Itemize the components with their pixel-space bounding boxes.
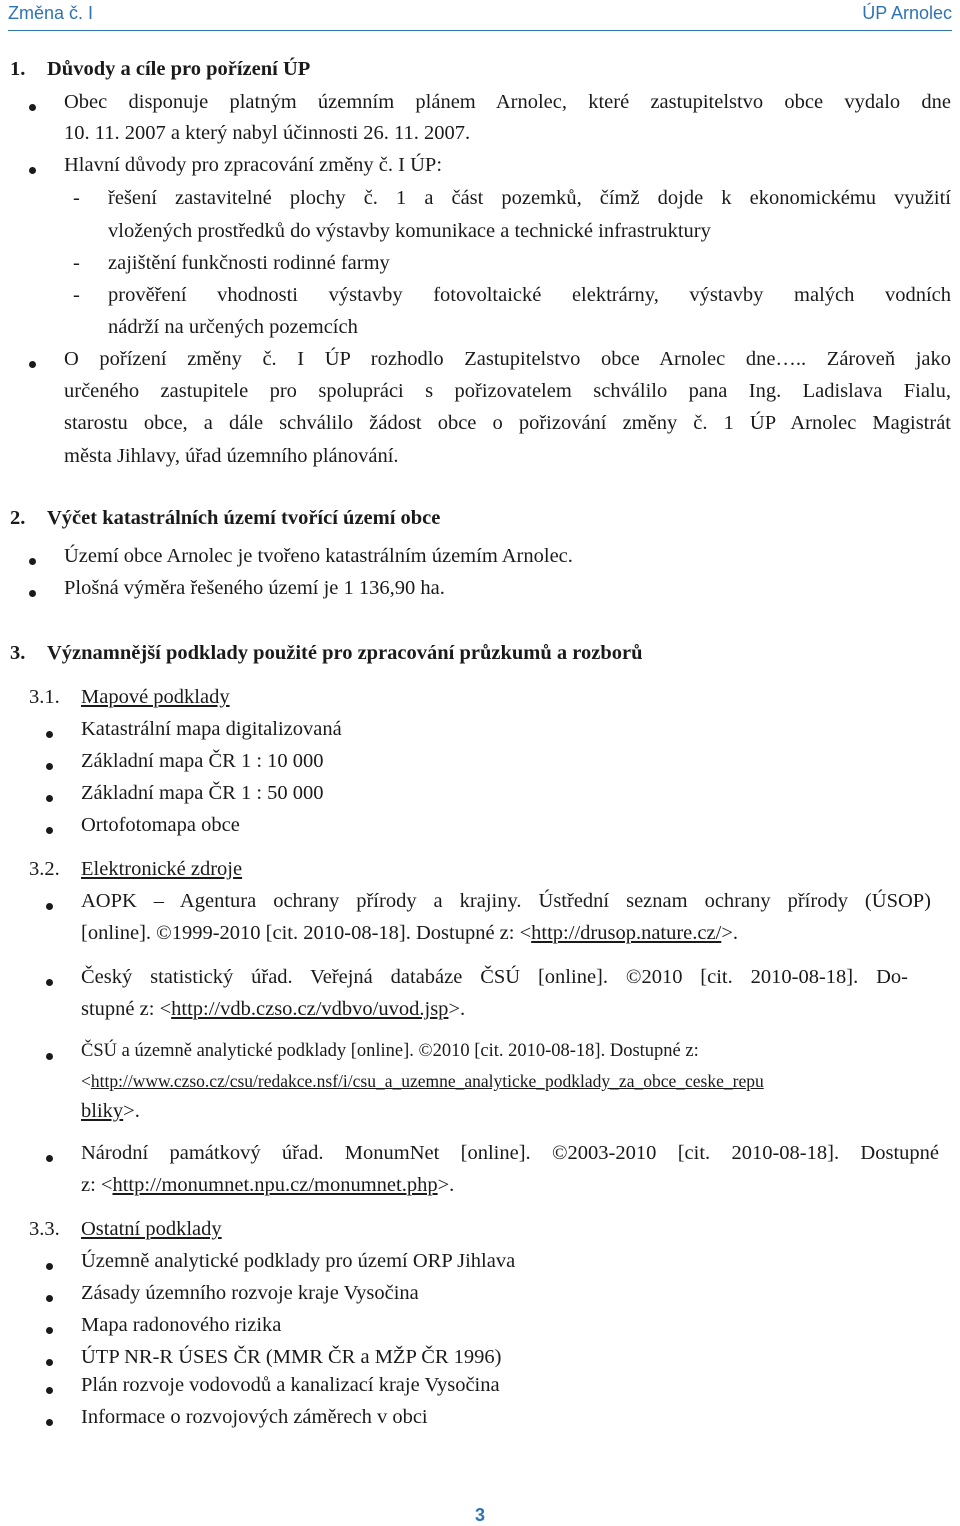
page-header (8, 0, 952, 31)
s32-r2-end: >. (448, 998, 466, 1020)
header-left: Změna č. I (8, 3, 94, 23)
bullet-icon (29, 558, 36, 565)
bullet-icon (46, 1295, 53, 1302)
sub-3-3-title: Ostatní podklady (81, 1218, 222, 1240)
s33-item-6: Informace o rozvojových záměrech v obci (81, 1406, 428, 1428)
bullet-icon (46, 763, 53, 770)
bullet-icon (46, 979, 53, 986)
s32-r3-text: < (81, 1071, 91, 1091)
bullet-icon (29, 104, 36, 111)
s32-r1-text: [online]. ©1999-2010 [cit. 2010-08-18]. Dostupné z: < (81, 922, 532, 944)
s33-item-4: ÚTP NR-R ÚSES ČR (MMR ČR a MŽP ČR 1996) (81, 1346, 502, 1368)
s32-r4-end: >. (437, 1174, 455, 1196)
s2-item-2: Plošná výměra řešeného území je 1 136,90 ha. (64, 577, 445, 599)
bullet-icon (46, 827, 53, 834)
sub-3-1-title: Mapové podklady (81, 686, 230, 708)
section-1-title: Důvody a cíle pro pořízení ÚP (47, 58, 311, 80)
s31-item-1: Katastrální mapa digitalizovaná (81, 718, 342, 740)
s31-item-4: Ortofotomapa obce (81, 814, 240, 836)
section-2-title: Výčet katastrálních území tvořící území obce (47, 507, 441, 529)
s1-dash1-line2: vložených prostředků do výstavby komunikace a technické infrastruktury (108, 220, 711, 242)
s32-r3-line3 (81, 1100, 140, 1123)
s32-r3-line2 (81, 1071, 764, 1092)
s32-r2-text: stupné z: < (81, 998, 172, 1020)
sub-3-3-number: 3.3. (29, 1218, 60, 1240)
bullet-icon (46, 1053, 53, 1060)
s31-item-3: Základní mapa ČR 1 : 50 000 (81, 782, 324, 804)
s32-r1-line1: AOPK – Agentura ochrany přírody a krajiny. Ústřední seznam ochrany přírody (ÚSOP) (81, 890, 931, 912)
s31-item-2: Základní mapa ČR 1 : 10 000 (81, 750, 324, 772)
bullet-icon (46, 1263, 53, 1270)
monumnet-link[interactable]: http://monumnet.npu.cz/monumnet.php (112, 1174, 438, 1196)
s32-r3-end: >. (123, 1100, 140, 1122)
s1-b3-line4: města Jihlavy, úřad územního plánování. (64, 445, 399, 467)
s1-b2: Hlavní důvody pro zpracování změny č. I ÚP: (64, 154, 443, 176)
sub-3-1-number: 3.1. (29, 686, 60, 708)
s32-r3-line1: ČSÚ a územně analytické podklady [online]. ©2010 [cit. 2010-08-18]. Dostupné z: (81, 1041, 699, 1061)
bullet-icon (46, 731, 53, 738)
s33-item-1: Územně analytické podklady pro území ORP Jihlava (81, 1250, 516, 1272)
s32-r2-line1: Český statistický úřad. Veřejná databáze ČSÚ [online]. ©2010 [cit. 2010-08-18]. Do- (81, 966, 908, 988)
s32-r2-line2 (81, 998, 465, 1021)
dash-icon: - (73, 284, 80, 306)
s1-dash3-line1: prověření vhodnosti výstavby fotovoltaické elektrárny, výstavby malých vodních (108, 284, 951, 306)
s1-dash2: zajištění funkčnosti rodinné farmy (108, 252, 390, 274)
s33-item-2: Zásady územního rozvoje kraje Vysočina (81, 1282, 419, 1304)
s33-item-5: Plán rozvoje vodovodů a kanalizací kraje Vysočina (81, 1374, 500, 1396)
s1-dash1-line1: řešení zastavitelné plochy č. 1 a část pozemků, čímž dojde k ekonomickému využití (108, 187, 951, 209)
section-3-number: 3. (10, 642, 26, 664)
section-2-number: 2. (10, 507, 26, 529)
bullet-icon (46, 1155, 53, 1162)
s33-item-3: Mapa radonového rizika (81, 1314, 282, 1336)
s2-item-1: Území obce Arnolec je tvořeno katastrálním územím Arnolec. (64, 545, 573, 567)
bullet-icon (46, 795, 53, 802)
s1-b1-line1: Obec disponuje platným územním plánem Arnolec, které zastupitelstvo obce vydalo dne (64, 91, 951, 113)
czso-redakce-link[interactable]: http://www.czso.cz/csu/redakce.nsf/i/csu_a_uzemne_analyticke_podklady_za_obce_ceske_repu (90, 1071, 764, 1091)
bullet-icon (29, 167, 36, 174)
bullet-icon (46, 1359, 53, 1366)
s1-dash3-line2: nádrží na určených pozemcích (108, 316, 358, 338)
s32-r4-line1: Národní památkový úřad. MonumNet [online]. ©2003-2010 [cit. 2010-08-18]. Dostupné (81, 1142, 939, 1164)
section-1-number: 1. (10, 58, 26, 80)
bullet-icon (46, 1387, 53, 1394)
czso-redakce-link-end[interactable]: bliky (81, 1100, 124, 1122)
drusop-link[interactable]: http://drusop.nature.cz/ (531, 922, 722, 944)
s1-b3-line3: starostu obce, a dále schválilo žádost obce o pořizování změny č. 1 ÚP Arnolec Magistrát (64, 412, 951, 434)
s32-r4-line2 (81, 1174, 454, 1197)
bullet-icon (46, 1419, 53, 1426)
s32-r1-line2 (81, 922, 738, 945)
section-3-title: Významnější podklady použité pro zpracování průzkumů a rozborů (47, 642, 643, 664)
bullet-icon (29, 590, 36, 597)
dash-icon: - (73, 252, 80, 274)
bullet-icon (46, 1327, 53, 1334)
czso-vdb-link[interactable]: http://vdb.czso.cz/vdbvo/uvod.jsp (171, 998, 449, 1020)
sub-3-2-number: 3.2. (29, 858, 60, 880)
s1-b1-line2: 10. 11. 2007 a který nabyl účinnosti 26. 11. 2007. (64, 122, 471, 144)
sub-3-2-title: Elektronické zdroje (81, 858, 243, 880)
bullet-icon (29, 361, 36, 368)
dash-icon: - (73, 187, 80, 209)
bullet-icon (46, 903, 53, 910)
s32-r1-end: >. (721, 922, 738, 944)
header-right: ÚP Arnolec (862, 3, 952, 23)
s1-b3-line2: určeného zastupitele pro spolupráci s pořizovatelem schválilo pana Ing. Ladislava Fialu, (64, 380, 951, 402)
s32-r4-text: z: < (81, 1174, 113, 1196)
page-number: 3 (474, 1505, 485, 1525)
s1-b3-line1: O pořízení změny č. I ÚP rozhodlo Zastupitelstvo obce Arnolec dne….. Zároveň jako (64, 348, 951, 370)
